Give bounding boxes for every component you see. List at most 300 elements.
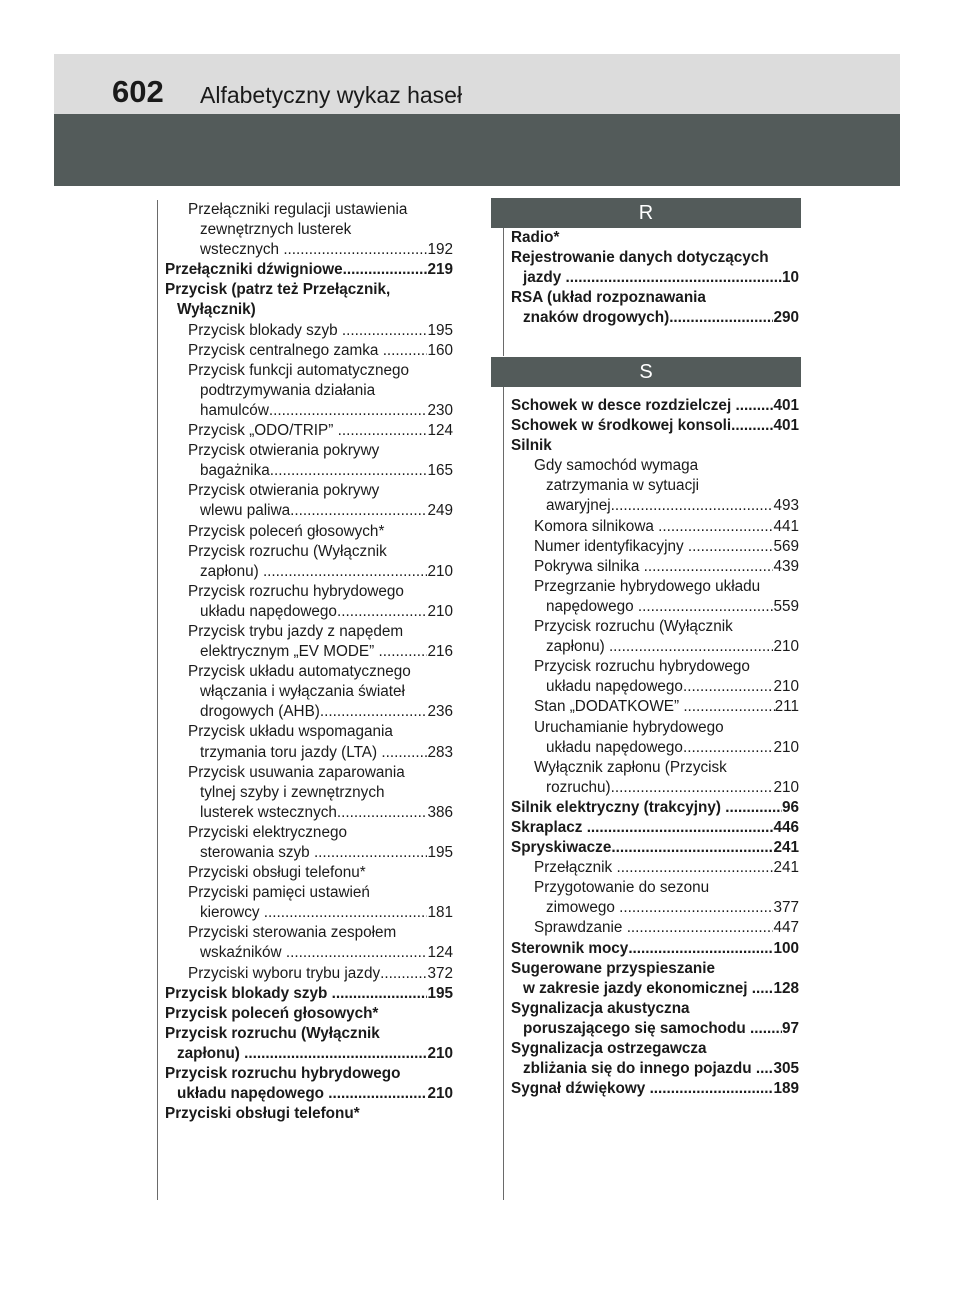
index-entry: [511, 436, 799, 456]
index-entry: [511, 537, 799, 557]
index-entry: [165, 421, 453, 441]
dot-leader: [616, 858, 773, 878]
dot-leader: [683, 677, 774, 697]
index-entry-text: podtrzymywania działania: [200, 381, 376, 399]
index-entry: [511, 758, 799, 798]
page-ref: 10: [781, 269, 799, 287]
index-entry-line: [511, 577, 799, 597]
page-ref: 241: [773, 839, 799, 857]
dot-leader: [628, 939, 773, 959]
index-entry: [511, 697, 799, 717]
index-entry-text: Sprawdzanie: [534, 919, 627, 937]
index-entry: [511, 1039, 799, 1079]
dot-leader: [683, 738, 774, 758]
dot-leader: [269, 401, 428, 421]
page-ref: 181: [427, 904, 453, 922]
page-ref: 377: [773, 899, 799, 917]
index-entry-text: Rejestrowanie danych dotyczących: [511, 249, 769, 267]
dot-leader: [611, 778, 774, 798]
index-entry-text: napędowego: [546, 597, 638, 615]
index-entry-text: sterowania szyb: [200, 844, 314, 861]
index-entry-line: [511, 1059, 799, 1079]
page-ref: 124: [427, 422, 453, 440]
index-entry: [165, 341, 453, 361]
index-entry-line: [511, 557, 799, 577]
index-entry-text: włączania i wyłączania świateł: [200, 683, 405, 701]
page-ref: 192: [427, 241, 453, 259]
index-entry-line: [165, 622, 453, 642]
index-entry-line: [165, 260, 453, 280]
index-entry-line: [165, 1064, 453, 1084]
dot-leader: [587, 818, 774, 838]
index-entry-line: [165, 1044, 453, 1064]
index-entry-line: [511, 496, 799, 516]
index-entry-line: [511, 878, 799, 898]
index-entry-text: Skraplacz: [511, 818, 587, 836]
index-entry-line: [511, 1019, 799, 1039]
index-entry-line: [165, 321, 453, 341]
index-entry-text: wlewu paliwa: [200, 502, 291, 520]
index-entry: [165, 1004, 453, 1024]
index-entry-text: Wyłącznik): [177, 301, 256, 319]
index-entry-line: [165, 1024, 453, 1044]
index-entry-line: [511, 308, 799, 328]
index-entry-text: zapłonu): [177, 1044, 245, 1062]
dot-leader: [650, 1079, 774, 1099]
index-entry-line: [165, 341, 453, 361]
index-entry: [165, 662, 453, 722]
index-entry-text: Sygnał dźwiękowy: [511, 1080, 650, 1098]
index-entry: [511, 228, 799, 248]
page-ref: 211: [774, 698, 799, 716]
index-entry-line: [511, 677, 799, 697]
index-entry-line: [165, 1004, 453, 1024]
left-column: [165, 200, 453, 1124]
index-entry-text: Przyciski obsługi telefonu*: [188, 864, 366, 882]
index-entry-text: Przycisk rozruchu hybrydowego: [165, 1065, 401, 1083]
index-entry-line: [511, 597, 799, 617]
dot-leader: [290, 501, 427, 521]
index-entry-text: Przycisk blokady szyb: [188, 321, 342, 339]
index-entry-text: Przycisk poleceń głosowych*: [165, 1004, 379, 1022]
index-entry-line: [165, 501, 453, 521]
page-ref: 195: [427, 984, 453, 1002]
index-entry-line: [165, 582, 453, 602]
index-entry: [165, 984, 453, 1004]
dot-leader: [669, 308, 773, 328]
dot-leader: [627, 918, 774, 938]
index-entry-text: Stan „DODATKOWE”: [534, 698, 684, 716]
index-entry-text: Przycisk rozruchu (Wyłącznik: [165, 1024, 380, 1042]
index-entry-line: [165, 883, 453, 903]
dot-leader: [314, 843, 428, 863]
page-ref: 447: [773, 919, 799, 937]
dot-leader: [756, 1059, 774, 1079]
dot-leader: [343, 260, 428, 280]
dot-leader: [338, 421, 428, 441]
index-entry-text: trzymania toru jazdy (LTA): [200, 743, 382, 761]
page-ref: 210: [773, 778, 799, 796]
dot-leader: [383, 341, 428, 361]
dot-leader: [320, 702, 428, 722]
index-entry-text: Przełączniki regulacji ustawienia: [188, 201, 408, 218]
section-letter-r: R: [491, 198, 801, 228]
index-entry-text: Sygnalizacja akustyczna: [511, 999, 690, 1017]
index-entry-line: [511, 537, 799, 557]
index-entry-line: [165, 863, 453, 883]
index-entry-text: Przegrzanie hybrydowego układu: [534, 577, 761, 595]
index-entry-text: bagażnika: [200, 462, 270, 480]
page-ref: 236: [427, 703, 453, 721]
page-ref: 165: [427, 462, 453, 480]
index-entry: [511, 248, 799, 288]
index-entry-line: [165, 1084, 453, 1104]
index-entry-line: [511, 637, 799, 657]
dot-leader: [378, 642, 427, 662]
index-entry-text: Wyłącznik zapłonu (Przycisk: [534, 758, 727, 776]
page-ref: 401: [773, 417, 799, 435]
index-entry-text: wstecznych: [200, 241, 284, 259]
index-entry-text: hamulców: [200, 401, 269, 419]
index-entry: [165, 863, 453, 883]
index-entry: [511, 617, 799, 657]
index-entry-text: Przycisk otwierania pokrywy: [188, 482, 380, 500]
index-entry: [165, 441, 453, 481]
dot-leader: [638, 597, 774, 617]
index-entry-line: [165, 361, 453, 381]
index-entry-text: Przyciski elektrycznego: [188, 823, 347, 841]
index-entry-line: [165, 662, 453, 682]
section-s-entries: [511, 396, 799, 1099]
index-entry-line: [511, 268, 799, 288]
index-entry-line: [511, 697, 799, 717]
index-entry: [511, 517, 799, 537]
page-ref: 241: [773, 859, 799, 877]
index-entry-line: [165, 803, 453, 823]
dot-leader: [566, 268, 782, 288]
page-title: Alfabetyczny wykaz haseł: [200, 82, 463, 108]
right-column-rule: [503, 228, 504, 356]
page-ref: 210: [427, 1044, 453, 1062]
page-ref: 216: [427, 643, 453, 661]
dot-leader: [658, 517, 773, 537]
dot-leader: [381, 743, 427, 763]
index-entry-text: Sugerowane przyspieszanie: [511, 959, 716, 977]
index-entry-text: zapłonu): [546, 638, 609, 656]
index-entry-text: Przycisk funkcji automatycznego: [188, 361, 410, 379]
index-entry-line: [511, 738, 799, 758]
index-entry-text: jazdy: [523, 269, 566, 287]
index-entry-text: Przycisk (patrz też Przełącznik,: [165, 281, 391, 299]
page-ref: 100: [773, 939, 799, 957]
index-entry-line: [511, 778, 799, 798]
page-ref: 219: [427, 261, 453, 279]
index-entry-line: [511, 939, 799, 959]
dot-leader: [337, 803, 428, 823]
page-ref: 439: [773, 557, 799, 575]
index-entry: [165, 260, 453, 280]
index-entry: [165, 361, 453, 421]
index-entry: [165, 763, 453, 823]
index-entry-line: [165, 743, 453, 763]
index-entry-text: drogowych (AHB): [200, 703, 320, 721]
left-column-rule: [157, 200, 158, 1200]
dot-leader: [328, 1084, 427, 1104]
page-ref: 97: [781, 1019, 799, 1037]
index-entry-line: [165, 984, 453, 1004]
index-entry: [511, 878, 799, 918]
index-entry-text: Radio*: [511, 229, 560, 246]
index-entry: [165, 582, 453, 622]
index-entry-text: Przycisk poleceń głosowych*: [188, 522, 385, 540]
index-entry: [511, 999, 799, 1039]
dot-leader: [619, 898, 773, 918]
page-ref: 446: [773, 818, 799, 836]
index-entry-text: tylnej szyby i zewnętrznych: [200, 783, 385, 801]
index-entry-line: [165, 923, 453, 943]
dot-leader: [611, 496, 774, 516]
index-entry-line: [511, 818, 799, 838]
section-letter-s: S: [491, 357, 801, 387]
index-entry-text: kierowcy: [200, 904, 264, 922]
index-entry: [511, 939, 799, 959]
index-entry-text: Przycisk blokady szyb: [165, 984, 332, 1002]
index-entry-line: [511, 959, 799, 979]
dot-leader: [735, 396, 773, 416]
index-entry: [165, 964, 453, 984]
page-ref: 386: [427, 803, 453, 821]
index-entry: [511, 657, 799, 697]
page-ref: 401: [773, 397, 799, 414]
index-entry-text: Przycisk otwierania pokrywy: [188, 442, 380, 460]
index-entry: [511, 959, 799, 999]
index-entry: [511, 838, 799, 858]
dot-leader: [263, 562, 428, 582]
page-ref: 210: [427, 1085, 453, 1103]
index-entry-line: [165, 843, 453, 863]
page-ref: 493: [773, 497, 799, 515]
page-ref: 249: [427, 502, 453, 520]
index-entry-line: [165, 381, 453, 401]
index-entry-text: układu napędowego: [200, 602, 337, 620]
index-entry-line: [511, 288, 799, 308]
index-entry-text: Uruchamianie hybrydowego: [534, 718, 724, 736]
dot-leader: [380, 964, 427, 984]
index-entry-line: [165, 1104, 453, 1124]
index-entry-line: [165, 964, 453, 984]
dot-leader: [264, 903, 428, 923]
page-ref: 569: [773, 537, 799, 555]
index-entry-text: Przycisk „ODO/TRIP”: [188, 422, 338, 440]
index-entry-text: Sterownik mocy: [511, 939, 629, 957]
index-entry: [511, 1079, 799, 1099]
dot-leader: [611, 838, 773, 858]
index-entry-line: [165, 401, 453, 421]
dot-leader: [725, 798, 782, 818]
page-ref: 195: [427, 844, 453, 861]
index-entry-line: [165, 602, 453, 622]
index-entry-text: w zakresie jazdy ekonomicznej: [523, 979, 752, 997]
index-entry-line: [511, 918, 799, 938]
index-entry-text: Przycisk centralnego zamka: [188, 341, 383, 359]
index-entry: [165, 280, 453, 320]
index-entry-text: Silnik: [511, 437, 552, 455]
index-entry-text: Przycisk rozruchu (Wyłącznik: [188, 542, 387, 560]
index-entry-text: Schowek w środkowej konsoli: [511, 417, 732, 435]
dot-leader: [752, 979, 774, 999]
index-entry-line: [511, 517, 799, 537]
index-entry-text: zatrzymania w sytuacji: [546, 477, 700, 495]
page-ref: 210: [427, 562, 453, 580]
index-entry-text: Spryskiwacze: [511, 839, 612, 857]
index-entry: [511, 557, 799, 577]
index-entry: [511, 577, 799, 617]
index-entry-line: [165, 783, 453, 803]
index-entry-line: [511, 858, 799, 878]
index-entry-line: [511, 979, 799, 999]
index-entry-text: elektrycznym „EV MODE”: [200, 643, 379, 661]
header-band: [54, 114, 900, 186]
dot-leader: [342, 321, 428, 341]
index-entry-text: znaków drogowych): [523, 309, 670, 327]
page-ref: 195: [427, 321, 453, 339]
index-entry: [165, 722, 453, 762]
index-entry-text: Pokrywa silnika: [534, 557, 644, 575]
page-ref: 283: [427, 743, 453, 761]
index-entry-text: Przycisk rozruchu hybrydowego: [534, 658, 750, 676]
index-entry: [511, 858, 799, 878]
index-entry-text: układu napędowego: [177, 1085, 329, 1103]
index-entry-line: [165, 682, 453, 702]
index-entry-text: zapłonu): [200, 562, 263, 580]
index-entry-line: [165, 722, 453, 742]
page-ref: 210: [773, 738, 799, 756]
dot-leader: [750, 1019, 782, 1039]
index-entry-text: Gdy samochód wymaga: [534, 457, 699, 475]
index-entry-line: [511, 1079, 799, 1099]
index-entry-line: [511, 436, 799, 456]
page-ref: 441: [773, 517, 799, 535]
index-entry-line: [165, 481, 453, 501]
index-entry-line: [165, 943, 453, 963]
index-entry-line: [165, 421, 453, 441]
index-entry: [165, 522, 453, 542]
dot-leader: [286, 943, 428, 963]
index-entry: [165, 823, 453, 863]
index-entry-line: [165, 441, 453, 461]
page-number: 602: [112, 74, 164, 109]
index-entry-line: [511, 416, 799, 436]
page-ref: 305: [773, 1060, 799, 1078]
index-entry-text: Komora silnikowa: [534, 517, 659, 535]
index-entry: [165, 883, 453, 923]
index-entry-line: [165, 542, 453, 562]
index-entry-text: Silnik elektryczny (trakcyjny): [511, 798, 726, 816]
index-entry-line: [165, 280, 453, 300]
index-entry-text: lusterek wstecznych: [200, 803, 337, 821]
index-entry: [511, 396, 799, 416]
dot-leader: [283, 240, 427, 260]
index-entry-line: [511, 396, 799, 416]
dot-leader: [609, 637, 774, 657]
index-entry: [165, 200, 453, 260]
index-entry-line: [511, 838, 799, 858]
index-entry: [511, 798, 799, 818]
header-bar: [54, 54, 900, 114]
right-column-rule-lower: [503, 386, 504, 1200]
index-entry-text: rozruchu): [546, 778, 611, 796]
page-ref: 189: [773, 1080, 799, 1098]
index-entry: [511, 918, 799, 938]
index-entry: [165, 321, 453, 341]
dot-leader: [688, 537, 774, 557]
index-entry-line: [511, 657, 799, 677]
index-entry: [511, 718, 799, 758]
index-entry-text: Przyciski wyboru trybu jazdy: [188, 964, 381, 982]
index-entry-line: [511, 617, 799, 637]
index-entry-text: awaryjnej: [546, 497, 611, 515]
index-entry-text: wskaźników: [200, 944, 286, 962]
index-entry: [165, 481, 453, 521]
dot-leader: [731, 416, 773, 436]
index-entry: [165, 1104, 453, 1124]
dot-leader: [270, 461, 428, 481]
index-entry-text: zbliżania się do innego pojazdu: [523, 1060, 756, 1078]
page-ref: 210: [427, 602, 453, 620]
index-entry-line: [165, 702, 453, 722]
section-r-entries: [511, 228, 799, 328]
index-entry-text: układu napędowego: [546, 738, 683, 756]
index-entry: [165, 622, 453, 662]
index-entry-line: [511, 476, 799, 496]
dot-leader: [244, 1044, 427, 1064]
index-entry-text: Przycisk rozruchu hybrydowego: [188, 582, 404, 600]
index-entry-text: Przyciski sterowania zespołem: [188, 924, 397, 942]
page-ref: 96: [781, 798, 799, 816]
index-entry: [511, 456, 799, 516]
index-entry-line: [165, 903, 453, 923]
page-ref: 160: [427, 341, 453, 359]
index-entry-text: Przycisk układu automatycznego: [188, 663, 411, 681]
index-entry-text: Przełącznik: [534, 859, 617, 877]
index-entry-text: Sygnalizacja ostrzegawcza: [511, 1040, 707, 1057]
index-entry-line: [165, 522, 453, 542]
index-entry-text: Przycisk trybu jazdy z napędem: [188, 622, 404, 640]
index-entry-line: [511, 1039, 799, 1059]
index-entry-line: [165, 763, 453, 783]
index-entry-line: [511, 718, 799, 738]
index-entry-text: Schowek w desce rozdzielczej: [511, 397, 736, 414]
index-entry-text: układu napędowego: [546, 678, 683, 696]
index-entry-line: [511, 456, 799, 476]
index-entry-text: RSA (układ rozpoznawania: [511, 289, 706, 307]
index-entry-line: [511, 228, 799, 248]
index-entry: [165, 542, 453, 582]
page-ref: 372: [427, 964, 453, 982]
page-ref: 230: [427, 401, 453, 419]
dot-leader: [683, 697, 774, 717]
page-ref: 290: [773, 309, 799, 327]
index-entry: [165, 1064, 453, 1104]
index-entry: [511, 818, 799, 838]
dot-leader: [644, 557, 774, 577]
page-ref: 210: [773, 638, 799, 656]
index-entry-line: [511, 798, 799, 818]
index-entry-line: [165, 461, 453, 481]
index-entry-line: [511, 758, 799, 778]
index-entry-text: Przycisk usuwania zaparowania: [188, 763, 405, 781]
index-entry-line: [511, 999, 799, 1019]
